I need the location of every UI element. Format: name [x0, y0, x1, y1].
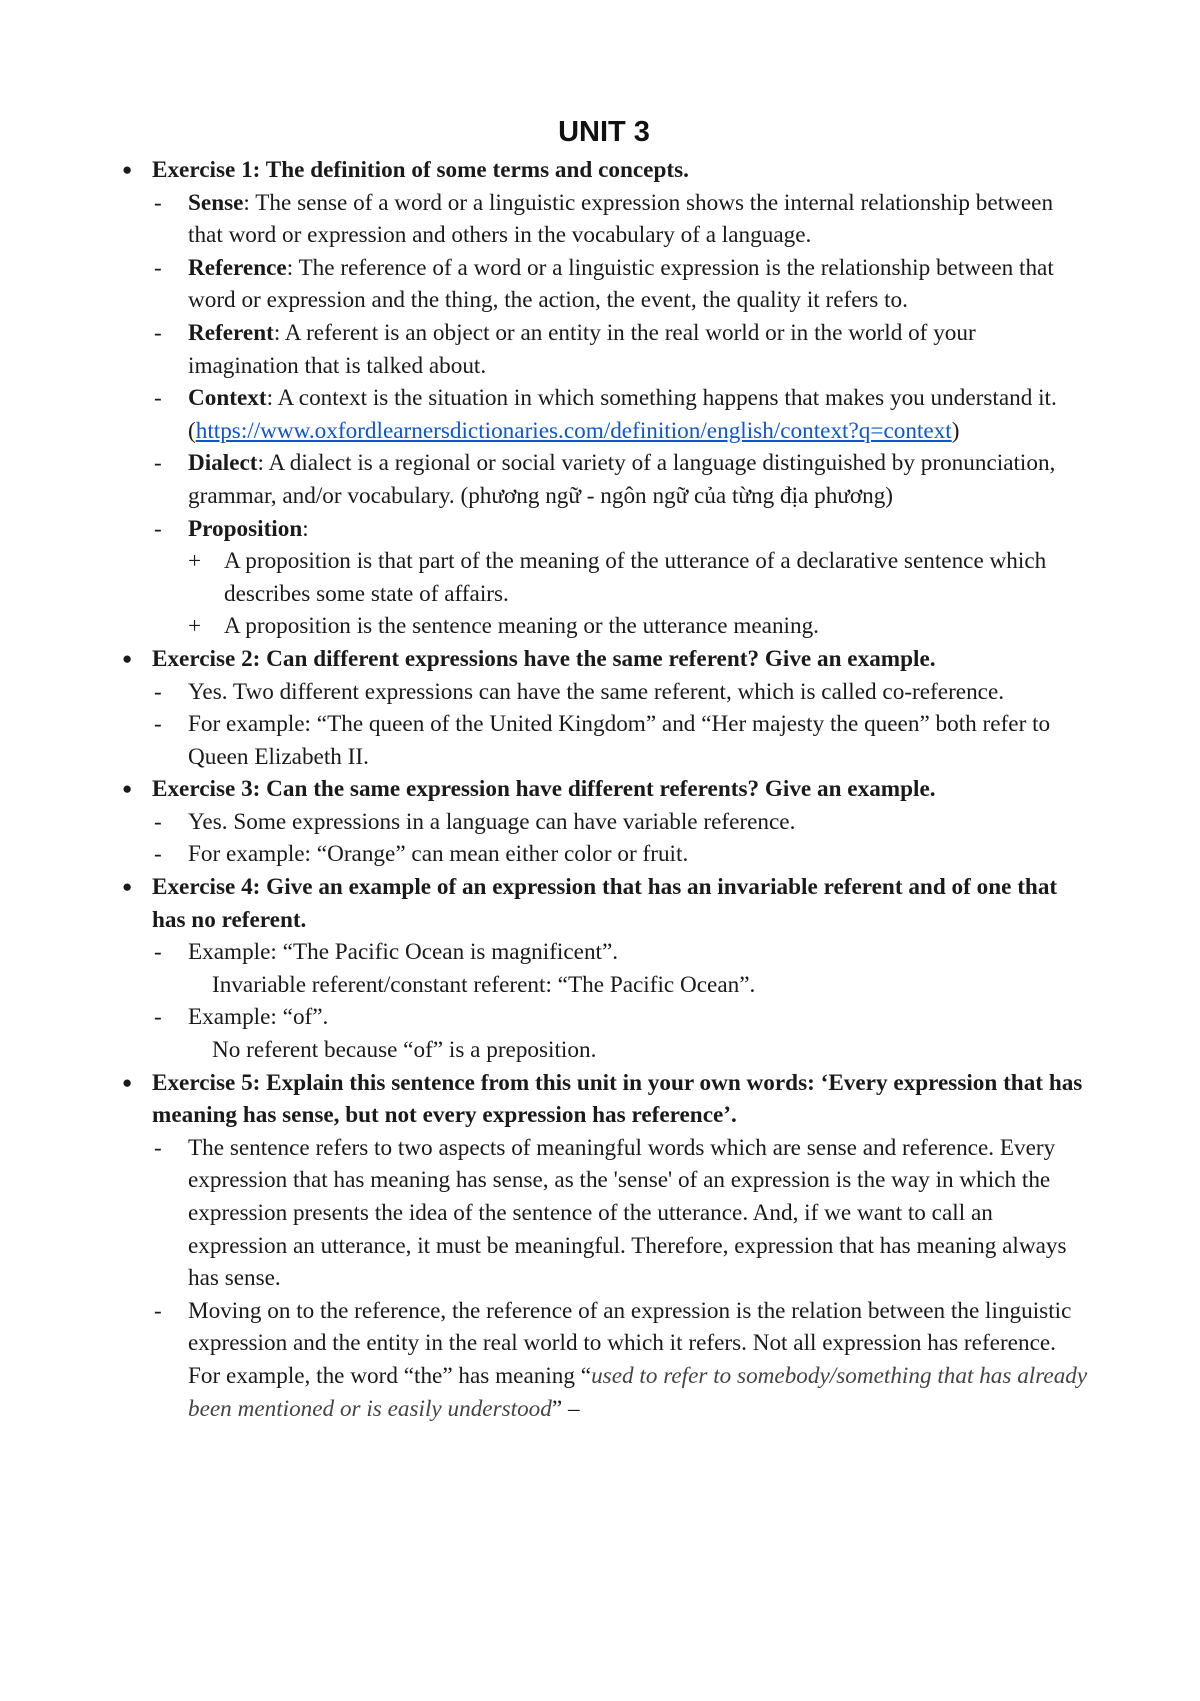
plus-icon: +: [188, 548, 202, 575]
bullet-icon: ●: [122, 779, 133, 799]
exercise-3-list: [152, 806, 1090, 871]
exercise-5: [118, 1067, 1090, 1426]
paren-close: ): [951, 417, 960, 444]
paren-open: (: [188, 417, 196, 444]
bullet-icon: ●: [122, 160, 133, 179]
dash-icon: -: [154, 808, 162, 835]
list-item-text: Yes. Two different expressions can have the same referent, which is called co-reference.: [188, 678, 1005, 705]
exercise-4-list: [152, 936, 1090, 1066]
dash-icon: -: [154, 841, 162, 868]
definition-reference: : The reference of a word or a linguistic expression is the relationship between that word or expression and the thing, the action, the event, the quality it refers to.: [188, 254, 1054, 314]
list-item-text: Example: “The Pacific Ocean is magnificent”.: [188, 939, 619, 966]
dash-icon: -: [154, 319, 162, 346]
list-item: [152, 806, 1090, 839]
definition-sense: : The sense of a word or a linguistic expression shows the internal relationship between that word or expression and others in the vocabulary of a language.: [188, 189, 1054, 249]
list-item-text: Yes. Some expressions in a language can have variable reference.: [188, 808, 796, 835]
list-item-proposition: [152, 513, 1090, 546]
dash-icon: -: [154, 450, 162, 477]
list-item-reference: [152, 252, 1090, 317]
dash-icon: -: [154, 1297, 162, 1324]
dash-icon: -: [154, 1134, 162, 1161]
exercise-5-list: [152, 1132, 1090, 1425]
list-item: [152, 936, 1090, 1001]
exercise-2: [118, 643, 1090, 773]
bullet-icon: ●: [122, 1072, 133, 1092]
bullet-icon: ●: [122, 648, 133, 668]
list-item-text: Example: “of”.: [188, 1004, 329, 1031]
term-dialect: Dialect: [188, 450, 258, 477]
exercise-1: [118, 154, 1090, 643]
term-proposition: Proposition: [188, 515, 303, 542]
definition-dialect: : A dialect is a regional or social variety of a language distinguished by pronunciation, grammar, and/or vocabulary. (phương ngữ - ngôn ngữ của từng địa phương): [188, 450, 1056, 509]
term-context: Context: [188, 385, 267, 412]
list-item-text: For example: “Orange” can mean either color or fruit.: [188, 841, 689, 868]
sub-item-proposition-1: [152, 545, 1090, 610]
list-item-note: Invariable referent/constant referent: “The Pacific Ocean”.: [212, 971, 756, 998]
list-item: [152, 676, 1090, 709]
list-item-text: The sentence refers to two aspects of meaningful words which are sense and reference. Every expression that has meaning has sense, as the 'sense' of an expression is the way in which the expression presents the idea of the sentence of the utterance. And, if we want to call an expression an utterance, it must be meaningful. Therefore, expression that has meaning always has sense.: [188, 1134, 1067, 1292]
list-item: [152, 708, 1090, 773]
sub-item-text: A proposition is that part of the meaning of the utterance of a declarative sentence which describes some state of affairs.: [224, 548, 1047, 607]
list-item-text-end: ” –: [551, 1395, 580, 1422]
list-item: [152, 1132, 1090, 1295]
list-item-context: [152, 382, 1090, 447]
definition-referent: : A referent is an object or an entity in the real world or in the world of your imagination that is talked about.: [188, 319, 976, 379]
exercise-4: [118, 871, 1090, 1067]
dash-icon: -: [154, 1004, 162, 1031]
plus-icon: +: [188, 613, 202, 640]
page-title: UNIT 3: [558, 116, 650, 148]
exercise-4-title: Exercise 4: Give an example of an expression that has an invariable referent and of one that has no referent.: [152, 874, 1058, 933]
sub-item-proposition-2: [152, 610, 1090, 643]
exercise-2-list: [152, 676, 1090, 774]
exercise-5-title: Exercise 5: Explain this sentence from this unit in your own words: ‘Every expression that has meaning has sense, but not every expression has reference’.: [152, 1069, 1083, 1129]
exercise-3: [118, 773, 1090, 871]
definition-context: : A context is the situation in which something happens that makes you understand it.: [266, 385, 1057, 412]
dash-icon: -: [154, 385, 162, 412]
exercise-1-list: [152, 187, 1090, 643]
term-sense: Sense: [188, 189, 244, 216]
term-reference: Reference: [188, 254, 287, 281]
dash-icon: -: [154, 939, 162, 966]
exercise-2-title: Exercise 2: Can different expressions have the same referent? Give an example.: [152, 645, 936, 672]
list-item: [152, 1295, 1090, 1425]
bullet-icon: ●: [122, 877, 133, 897]
dash-icon: -: [154, 711, 162, 738]
quoted-definition: used to refer to somebody/something that has already been mentioned or is easily understood: [188, 1362, 1088, 1422]
exercise-1-title: Exercise 1: The definition of some terms and concepts.: [152, 157, 689, 183]
term-referent: Referent: [188, 319, 274, 346]
exercise-3-title: Exercise 3: Can the same expression have different referents? Give an example.: [152, 776, 936, 803]
list-item-text: Moving on to the reference, the reference of an expression is the relation between the linguistic expression and the entity in the real world to which it refers. Not all expression has reference. For example, the word “the” has meaning “: [188, 1297, 1072, 1389]
list-item-note: No referent because “of” is a preposition.: [212, 1037, 597, 1064]
sub-item-text: A proposition is the sentence meaning or the utterance meaning.: [224, 613, 819, 640]
list-item-text: For example: “The queen of the United Kingdom” and “Her majesty the queen” both refer to Queen Elizabeth II.: [188, 711, 1051, 770]
dash-icon: -: [154, 515, 162, 542]
dash-icon: -: [154, 189, 162, 216]
list-item-referent: [152, 317, 1090, 382]
context-source-link[interactable]: https://www.oxfordlearnersdictionaries.com/definition/english/context?q=context: [195, 417, 952, 444]
list-item: [152, 1001, 1090, 1066]
colon: :: [302, 515, 309, 542]
list-item-sense: [152, 187, 1090, 252]
dash-icon: -: [154, 254, 162, 281]
list-item: [152, 838, 1090, 871]
dash-icon: -: [154, 678, 162, 705]
list-item-dialect: [152, 447, 1090, 512]
